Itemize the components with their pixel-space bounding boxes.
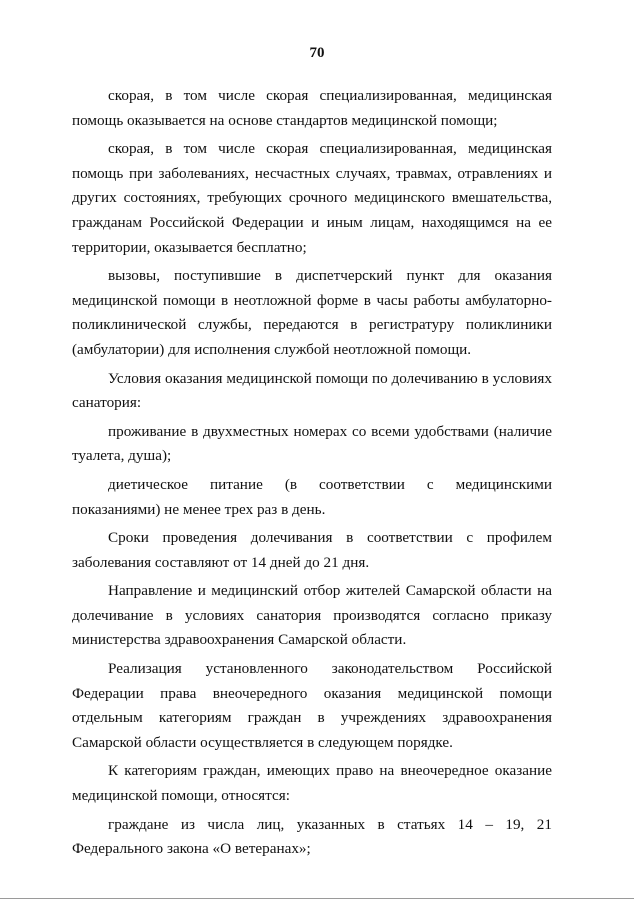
paragraph: Сроки проведения долечивания в соответствии с профилем заболевания составляют от 14 дней до 21 дня. [72, 529, 552, 571]
paragraph: проживание в двухместных номерах со всеми удобствами (наличие туалета, душа); [72, 422, 552, 465]
paragraph: Условия оказания медицинской помощи по долечиванию в условиях санатория: [72, 369, 552, 412]
page-number: 70 [309, 45, 325, 61]
paragraph: вызовы, поступившие в диспетчерский пункт для оказания медицинской помощи в неотложной форме в часы работы амбулаторно-поликлинической службы, передаются в регистратуру поликлиники (амбулатории) для исполнения службой неотложной помощи. [72, 267, 552, 358]
paragraph: Направление и медицинский отбор жителей Самарской области на долечивание в условиях санатория производятся согласно приказу министерства здравоохранения Самарской области. [72, 582, 552, 649]
document-body [72, 84, 552, 866]
paragraph: граждане из числа лиц, указанных в статьях 14 – 19, 21 Федерального закона «О ветеранах»; [72, 815, 552, 858]
paragraph: К категориям граждан, имеющих право на внеочередное оказание медицинской помощи, относятся: [72, 762, 552, 805]
paragraph: Реализация установленного законодательством Российской Федерации права внеочередного оказания медицинской помощи отдельным категориям граждан в учреждениях здравоохранения Самарской области осуществляется в следующем порядке. [72, 660, 552, 751]
page-edge-divider [0, 898, 634, 899]
paragraph: диетическое питание (в соответствии с медицинскими показаниями) не менее трех раз в день. [72, 475, 552, 518]
paragraph: скорая, в том числе скорая специализированная, медицинская помощь оказывается на основе стандартов медицинской помощи; [72, 87, 552, 129]
paragraph: скорая, в том числе скорая специализированная, медицинская помощь при заболеваниях, несчастных случаях, травмах, отравлениях и других состояниях, требующих срочного медицинского вмешательства, гражданам Российской Федерации и иным лицам, находящимся на ее территории, оказывается бесплатно; [72, 140, 552, 256]
